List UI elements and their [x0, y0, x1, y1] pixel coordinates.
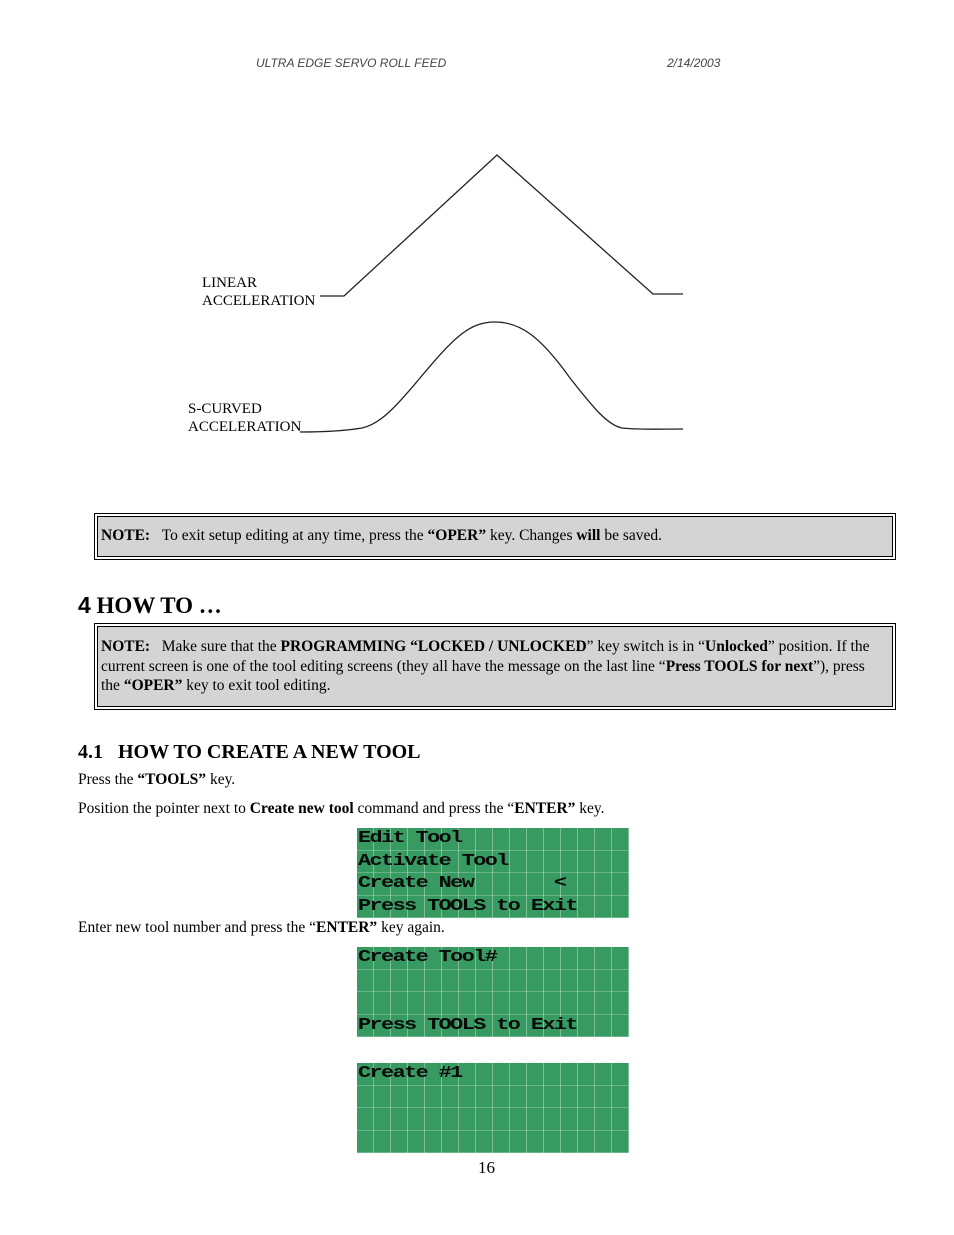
lcd-line-text: Create #1 — [358, 1064, 462, 1083]
para-text: Press the — [78, 771, 138, 788]
lcd-line — [357, 992, 629, 1015]
lcd-line — [357, 873, 629, 896]
header-date: 2/14/2003 — [667, 56, 721, 70]
para-text: Enter new tool number and press the “ — [78, 919, 317, 936]
note-text: be saved. — [600, 527, 663, 544]
lcd-line-text: Press TOOLS to Exit — [358, 896, 577, 916]
linear-label-line1: LINEAR — [202, 275, 257, 291]
linear-acceleration-curve — [320, 155, 683, 296]
note-text: To exit setup editing at any time, press the — [161, 527, 428, 544]
lcd-line-text: Create New < — [358, 874, 566, 893]
section-4-heading — [78, 592, 222, 619]
note-text: key to exit tool editing. — [182, 677, 331, 694]
note-prefix: NOTE: — [101, 527, 151, 544]
section-number: 4.1 — [78, 741, 103, 763]
lcd-line — [357, 1063, 629, 1086]
lcd-line-text: Activate Tool — [358, 851, 508, 871]
note-text: ”), press the — [101, 657, 865, 694]
note-bold: PROGRAMMING “LOCKED / UNLOCKED — [280, 638, 587, 655]
instruction-position-pointer — [78, 800, 605, 818]
para-text: key. — [575, 800, 605, 817]
instruction-press-tools — [78, 771, 235, 789]
para-text: command and press the “ — [353, 800, 515, 817]
para-bold: ENTER” — [514, 800, 576, 817]
lcd-line — [357, 947, 629, 970]
para-bold: Create new tool — [249, 800, 354, 817]
header-title: ULTRA EDGE SERVO ROLL FEED — [256, 56, 447, 70]
lcd-line — [357, 1015, 629, 1038]
instruction-enter-tool-number — [78, 919, 445, 937]
section-number: 4 — [78, 592, 91, 618]
note-exit-setup — [97, 516, 893, 557]
page-number: 16 — [478, 1158, 495, 1177]
note-bold: Unlocked — [705, 638, 768, 655]
note-text: Make sure that the — [161, 638, 281, 655]
linear-label-line2: ACCELERATION — [202, 293, 316, 309]
lcd-display-tool-menu — [357, 828, 629, 918]
lcd-line — [357, 970, 629, 993]
note-programming-switch — [97, 626, 893, 707]
lcd-display-create-tool — [357, 947, 629, 1037]
para-bold: ENTER” — [316, 919, 378, 936]
scurve-label-line2: ACCELERATION — [188, 419, 302, 435]
lcd-line — [357, 1086, 629, 1109]
lcd-line-text: Press TOOLS to Exit — [358, 1015, 577, 1035]
note-prefix: NOTE: — [101, 638, 151, 655]
note-text: ” key switch is in “ — [586, 638, 706, 655]
note-bold: “OPER” — [123, 677, 183, 694]
lcd-line — [357, 1108, 629, 1131]
para-text: Position the pointer next to — [78, 800, 250, 817]
note-text: key. Changes — [486, 527, 577, 544]
lcd-line — [357, 851, 629, 874]
lcd-line-text: Edit Tool — [358, 829, 462, 848]
para-text: key again. — [377, 919, 445, 936]
lcd-line-text: Create Tool# — [358, 948, 497, 967]
section-title: HOW TO CREATE A NEW TOOL — [118, 741, 421, 763]
scurve-label-line1: S-CURVED — [188, 401, 262, 417]
lcd-line — [357, 828, 629, 851]
lcd-line — [357, 896, 629, 919]
section-title: HOW TO … — [96, 593, 222, 618]
para-bold: “TOOLS” — [137, 771, 207, 788]
lcd-display-create-number — [357, 1063, 629, 1153]
note-bold: “OPER” — [427, 527, 487, 544]
note-bold: will — [576, 527, 601, 544]
s-curve-acceleration-curve — [300, 322, 683, 432]
para-text: key. — [206, 771, 236, 788]
section-4-1-heading — [78, 741, 421, 764]
lcd-line — [357, 1131, 629, 1154]
note-bold: Press TOOLS for next — [665, 657, 814, 675]
note-text: ” position. If the current screen is one of the tool editing screens (they all have the message on the last line “ — [101, 638, 870, 675]
acceleration-figure — [0, 0, 954, 470]
